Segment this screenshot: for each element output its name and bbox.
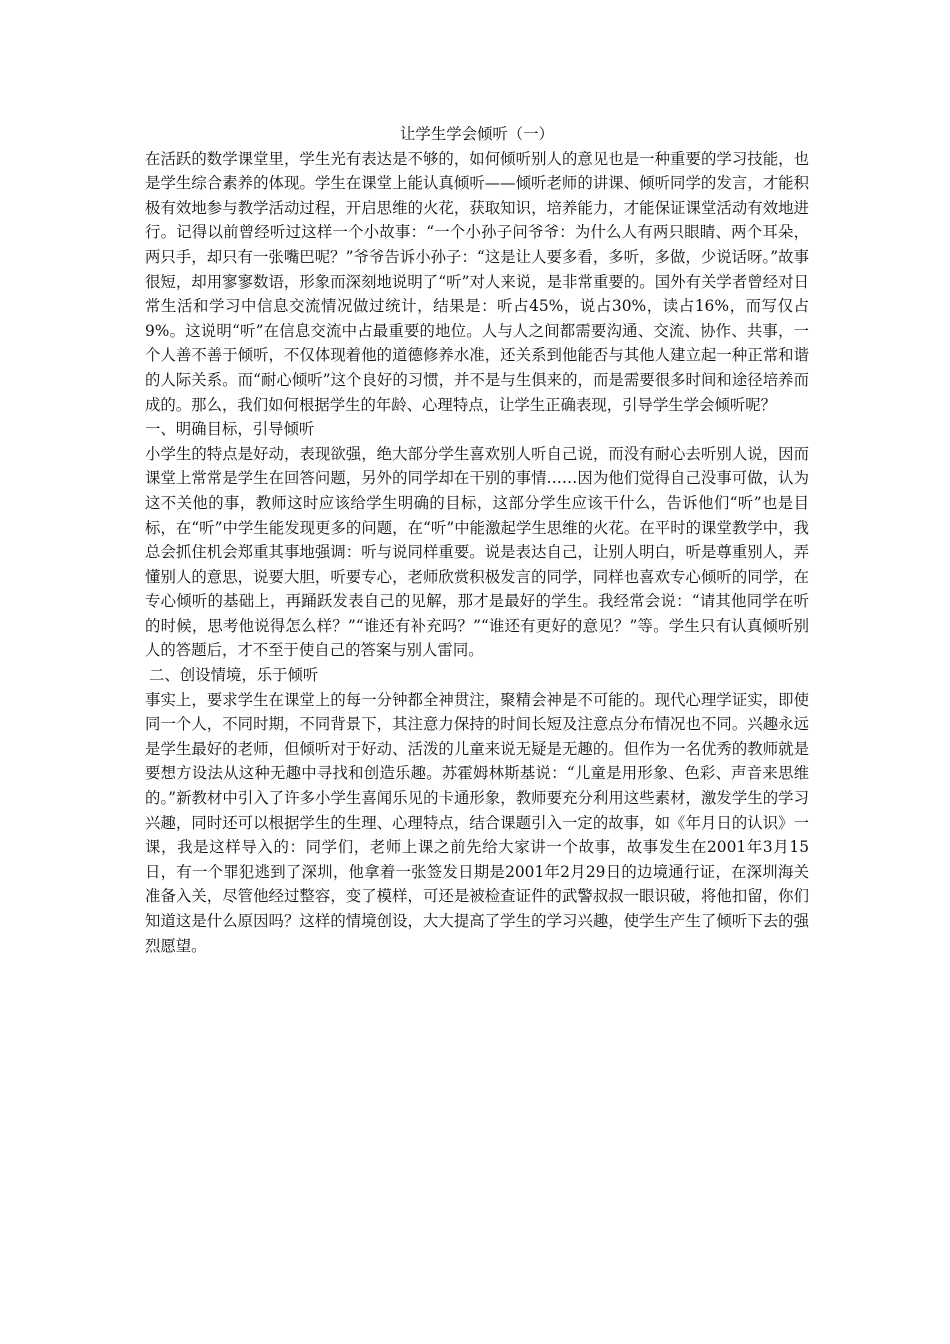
section-2-heading: 二、创设情境，乐于倾听	[149, 666, 319, 685]
section-1-paragraph: 小学生的特点是好动，表现欲强，绝大部分学生喜欢别人听自己说，而没有耐心去听别人说，因而课堂上常常是学生在回答问题，另外的同学却在干别的事情……因为他们觉得自己没事可做，认为这不关他的事，教师这时应该给学生明确的目标，这部分学生应该干什么，告诉他们“听”也是目标，在“听”中学生能发现更多的问题，在“听”中能激起学生思维的火花。在平时的课堂教学中，我总会抓住机会郑重其事地强调：听与说同样重要。说是表达自己，让别人明白，听是尊重别人，弄懂别人的意思，说要大胆，听要专心，老师欣赏积极发言的同学，同样也喜欢专心倾听的同学，在专心倾听的基础上，再踊跃发表自己的见解，那才是最好的学生。我经常会说：“请其他同学在听的时候，思考他说得怎么样？”“谁还有补充吗？”“谁还有更好的意见？”等。学生只有认真倾听别人的答题后，才不至于使自己的答案与别人雷同。	[145, 444, 809, 660]
document-body	[145, 122, 809, 958]
section-1-heading: 一、明确目标，引导倾听	[145, 420, 315, 439]
section-2-paragraph: 事实上，要求学生在课堂上的每一分钟都全神贯注，聚精会神是不可能的。现代心理学证实，即使同一个人，不同时期，不同背景下，其注意力保持的时间长短及注意点分布情况也不同。兴趣永远是学生最好的老师，但倾听对于好动、活泼的儿童来说无疑是无趣的。但作为一名优秀的教师就是要想方设法从这种无趣中寻找和创造乐趣。苏霍姆林斯基说：“儿童是用形象、色彩、声音来思维的。”新教材中引入了许多小学生喜闻乐见的卡通形象，教师要充分利用这些素材，激发学生的学习兴趣，同时还可以根据学生的生理、心理特点，结合课题引入一定的故事，如《年月日的认识》一课，我是这样导入的：同学们，老师上课之前先给大家讲一个故事，故事发生在2001年3月15日，有一个罪犯逃到了深圳，他拿着一张签发日期是2001年2月29日的边境通行证，在深圳海关准备入关，尽管他经过整容，变了模样，可还是被检查证件的武警叔叔一眼识破，将他扣留，你们知道这是什么原因吗？这样的情境创设，大大提高了学生的学习兴趣，使学生产生了倾听下去的强烈愿望。	[145, 690, 809, 955]
intro-paragraph: 在活跃的数学课堂里，学生光有表达是不够的，如何倾听别人的意见也是一种重要的学习技能，也是学生综合素养的体现。学生在课堂上能认真倾听——倾听老师的讲课、倾听同学的发言，才能积极有效地参与教学活动过程，开启思维的火花，获取知识，培养能力，才能保证课堂活动有效地进行。记得以前曾经听过这样一个小故事：“一个小孙子问爷爷：为什么人有两只眼睛、两个耳朵，两只手，却只有一张嘴巴呢？”爷爷告诉小孙子：“这是让人要多看，多听，多做，少说话呀。”故事很短，却用寥寥数语，形象而深刻地说明了“听”对人来说，是非常重要的。国外有关学者曾经对日常生活和学习中信息交流情况做过统计，结果是：听占45%，说占30%，读占16%，而写仅占9%。这说明“听”在信息交流中占最重要的地位。人与人之间都需要沟通、交流、协作、共事，一个人善不善于倾听，不仅体现着他的道德修养水准，还关系到他能否与其他人建立起一种正常和谐的人际关系。而“耐心倾听”这个良好的习惯，并不是与生俱来的，而是需要很多时间和途径培养而成的。那么，我们如何根据学生的年龄、心理特点，让学生正确表现，引导学生学会倾听呢？	[145, 149, 809, 414]
document-title: 让学生学会倾听（一）	[400, 125, 554, 143]
